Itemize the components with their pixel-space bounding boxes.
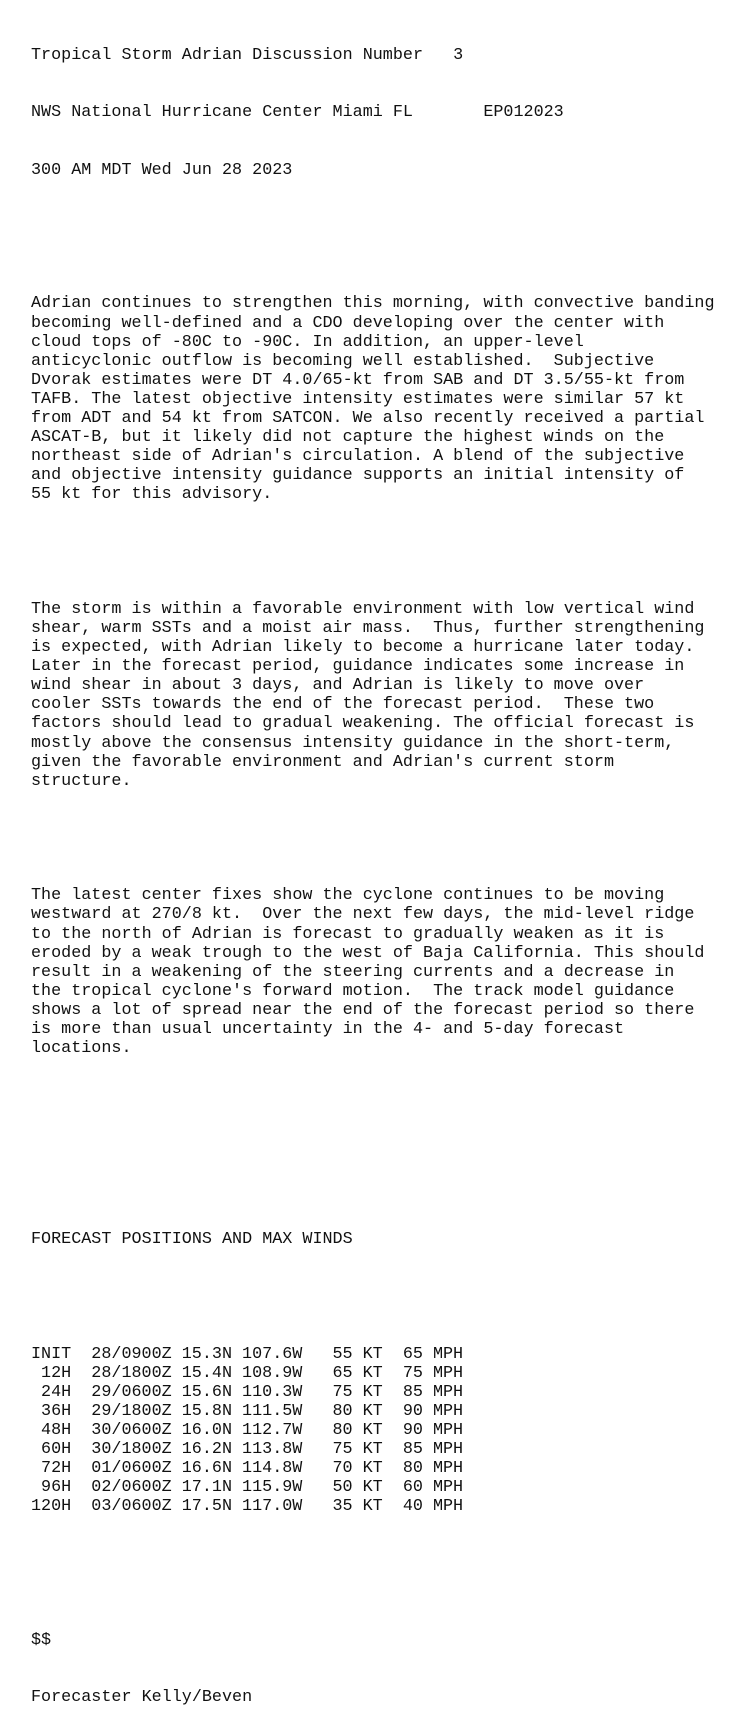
blank-line [31, 1154, 715, 1173]
forecast-time: 03/0600Z [91, 1497, 172, 1517]
paragraph-line: result in a weakening of the steering currents and a decrease in [31, 962, 675, 982]
forecast-kt-unit: KT [362, 1459, 383, 1479]
forecast-mph-unit: MPH [432, 1478, 464, 1498]
forecast-hour: 96H [41, 1478, 72, 1498]
paragraph-intensity [31, 294, 715, 504]
paragraph-line: Later in the forecast period, guidance indicates some increase in [31, 657, 685, 677]
forecast-mph: 85 [402, 1382, 423, 1402]
forecast-time: 28/0900Z [91, 1344, 172, 1364]
forecast-heading: FORECAST POSITIONS AND MAX WINDS [31, 1230, 353, 1249]
forecast-row [31, 1364, 715, 1383]
discussion-document [31, 8, 715, 1726]
forecast-kt: 35 [332, 1497, 353, 1517]
paragraph-line: Adrian continues to strengthen this morning, with convective banding [31, 294, 715, 314]
forecast-row [31, 1478, 715, 1497]
paragraph-line: The latest center fixes show the cyclone continues to be moving [31, 886, 665, 906]
paragraph-line: mostly above the consensus intensity guidance in the short-term, [31, 733, 675, 753]
forecast-lon: 113.8W [242, 1440, 303, 1460]
forecast-kt-unit: KT [362, 1440, 383, 1460]
forecast-mph-unit: MPH [432, 1497, 464, 1517]
forecast-hour: 60H [41, 1440, 72, 1460]
forecast-lon: 111.5W [242, 1401, 303, 1421]
forecast-kt: 80 [332, 1420, 353, 1440]
forecast-hour: 120H [31, 1497, 72, 1517]
forecast-time: 30/1800Z [91, 1440, 172, 1460]
paragraph-line: factors should lead to gradual weakening. The official forecast is [31, 714, 695, 734]
forecast-kt-unit: KT [362, 1344, 383, 1364]
forecaster-line: Forecaster Kelly/Beven [31, 1688, 253, 1708]
forecast-row [31, 1497, 715, 1516]
forecast-time: 29/1800Z [91, 1401, 172, 1421]
paragraph-line: westward at 270/8 kt. Over the next few days, the mid-level ridge [31, 905, 695, 925]
blank-line [31, 218, 715, 237]
blank-line [31, 543, 715, 562]
blank-line [31, 829, 715, 848]
paragraph-line: cooler SSTs towards the end of the forecast period. These two [31, 695, 655, 715]
forecast-lon: 114.8W [242, 1459, 303, 1479]
forecast-time: 28/1800Z [91, 1363, 172, 1383]
forecast-kt: 75 [332, 1440, 353, 1460]
forecast-row [31, 1402, 715, 1421]
forecast-time: 30/0600Z [91, 1420, 172, 1440]
forecast-lat: 17.5N [181, 1497, 233, 1517]
forecast-kt-unit: KT [362, 1363, 383, 1383]
paragraph-line: 55 kt for this advisory. [31, 485, 273, 505]
end-marker: $$ [31, 1630, 52, 1650]
forecast-lat: 15.3N [181, 1344, 233, 1364]
forecast-hour: 48H [41, 1420, 72, 1440]
paragraph-line: structure. [31, 771, 132, 791]
forecast-hour: 12H [41, 1363, 72, 1383]
forecast-mph: 80 [402, 1459, 423, 1479]
forecast-kt: 80 [332, 1401, 353, 1421]
forecast-time: 02/0600Z [91, 1478, 172, 1498]
forecast-kt-unit: KT [362, 1478, 383, 1498]
paragraph-line: the tropical cyclone's forward motion. The track model guidance [31, 981, 675, 1001]
forecast-lon: 112.7W [242, 1420, 303, 1440]
paragraph-line: ASCAT-B, but it likely did not capture the highest winds on the [31, 428, 665, 448]
paragraph-line: becoming well-defined and a CDO developing over the center with [31, 313, 665, 333]
forecast-lat: 16.2N [181, 1440, 233, 1460]
forecast-mph: 60 [402, 1478, 423, 1498]
forecast-kt-unit: KT [362, 1382, 383, 1402]
title-line: Tropical Storm Adrian Discussion Number 3 [31, 46, 464, 66]
forecast-mph-unit: MPH [432, 1440, 464, 1460]
paragraph-line: northeast side of Adrian's circulation. A blend of the subjective [31, 447, 685, 467]
paragraph-line: TAFB. The latest objective intensity estimates were similar 57 kt [31, 389, 685, 409]
forecast-hour: 36H [41, 1401, 72, 1421]
forecast-hour: 24H [41, 1382, 72, 1402]
forecast-mph-unit: MPH [432, 1344, 464, 1364]
forecast-lon: 107.6W [242, 1344, 303, 1364]
forecast-lat: 16.0N [181, 1420, 233, 1440]
paragraph-line: to the north of Adrian is forecast to gradually weaken as it is [31, 924, 665, 944]
paragraph-line: shows a lot of spread near the end of the forecast period so there [31, 1000, 695, 1020]
paragraph-line: The storm is within a favorable environment with low vertical wind [31, 599, 695, 619]
forecast-lon: 108.9W [242, 1363, 303, 1383]
forecast-lat: 15.4N [181, 1363, 233, 1383]
forecast-kt-unit: KT [362, 1497, 383, 1517]
forecast-kt: 55 [332, 1344, 353, 1364]
forecast-lat: 16.6N [181, 1459, 233, 1479]
forecast-mph-unit: MPH [432, 1459, 464, 1479]
forecast-mph-unit: MPH [432, 1382, 464, 1402]
paragraph-line: anticyclonic outflow is becoming well established. Subjective [31, 351, 655, 371]
forecast-kt-unit: KT [362, 1401, 383, 1421]
blank-line [31, 1096, 715, 1115]
paragraph-environment [31, 600, 715, 791]
forecast-lat: 15.6N [181, 1382, 233, 1402]
office-line: NWS National Hurricane Center Miami FL EP012023 [31, 103, 564, 123]
paragraph-line: eroded by a weak trough to the west of Baja California. This should [31, 943, 705, 963]
issued-line: 300 AM MDT Wed Jun 28 2023 [31, 160, 293, 180]
paragraph-line: given the favorable environment and Adrian's current storm [31, 752, 614, 772]
paragraph-track [31, 886, 715, 1058]
forecast-row [31, 1421, 715, 1440]
forecast-mph-unit: MPH [432, 1401, 464, 1421]
paragraph-line: shear, warm SSTs and a moist air mass. Thus, further strengthening [31, 619, 705, 638]
paragraph-line: cloud tops of -80C to -90C. In addition, an upper-level [31, 332, 584, 352]
forecast-kt: 65 [332, 1363, 353, 1383]
forecast-mph-unit: MPH [432, 1420, 464, 1440]
paragraph-line: is expected, with Adrian likely to become a hurricane later today. [31, 638, 695, 658]
forecast-kt: 50 [332, 1478, 353, 1498]
paragraph-line: is more than usual uncertainty in the 4- and 5-day forecast [31, 1019, 625, 1039]
forecast-time: 29/0600Z [91, 1382, 172, 1402]
forecast-mph: 40 [402, 1497, 423, 1517]
forecast-table [31, 1345, 715, 1517]
forecast-mph: 75 [402, 1363, 423, 1383]
forecast-time: 01/0600Z [91, 1459, 172, 1479]
forecast-mph: 65 [402, 1344, 423, 1364]
blank-line [31, 1555, 715, 1574]
paragraph-line: from ADT and 54 kt from SATCON. We also recently received a partial [31, 408, 705, 428]
forecast-row [31, 1345, 715, 1364]
forecast-row [31, 1440, 715, 1459]
forecast-kt: 75 [332, 1382, 353, 1402]
forecast-mph-unit: MPH [432, 1363, 464, 1383]
forecast-row [31, 1383, 715, 1402]
forecast-lon: 117.0W [242, 1497, 303, 1517]
forecast-lon: 110.3W [242, 1382, 303, 1402]
forecast-kt: 70 [332, 1459, 353, 1479]
forecast-lat: 17.1N [181, 1478, 233, 1498]
paragraph-line: and objective intensity guidance supports an initial intensity of [31, 466, 685, 486]
paragraph-line: locations. [31, 1039, 132, 1059]
forecast-lat: 15.8N [181, 1401, 233, 1421]
forecast-mph: 90 [402, 1401, 423, 1421]
forecast-mph: 85 [402, 1440, 423, 1460]
forecast-row [31, 1459, 715, 1478]
paragraph-line: Dvorak estimates were DT 4.0/65-kt from SAB and DT 3.5/55-kt from [31, 370, 685, 390]
forecast-lon: 115.9W [242, 1478, 303, 1498]
blank-line [31, 1287, 715, 1306]
paragraph-line: wind shear in about 3 days, and Adrian is likely to move over [31, 676, 645, 696]
forecast-hour: INIT [31, 1344, 72, 1364]
forecast-kt-unit: KT [362, 1420, 383, 1440]
forecast-hour: 72H [41, 1459, 72, 1479]
forecast-mph: 90 [402, 1420, 423, 1440]
